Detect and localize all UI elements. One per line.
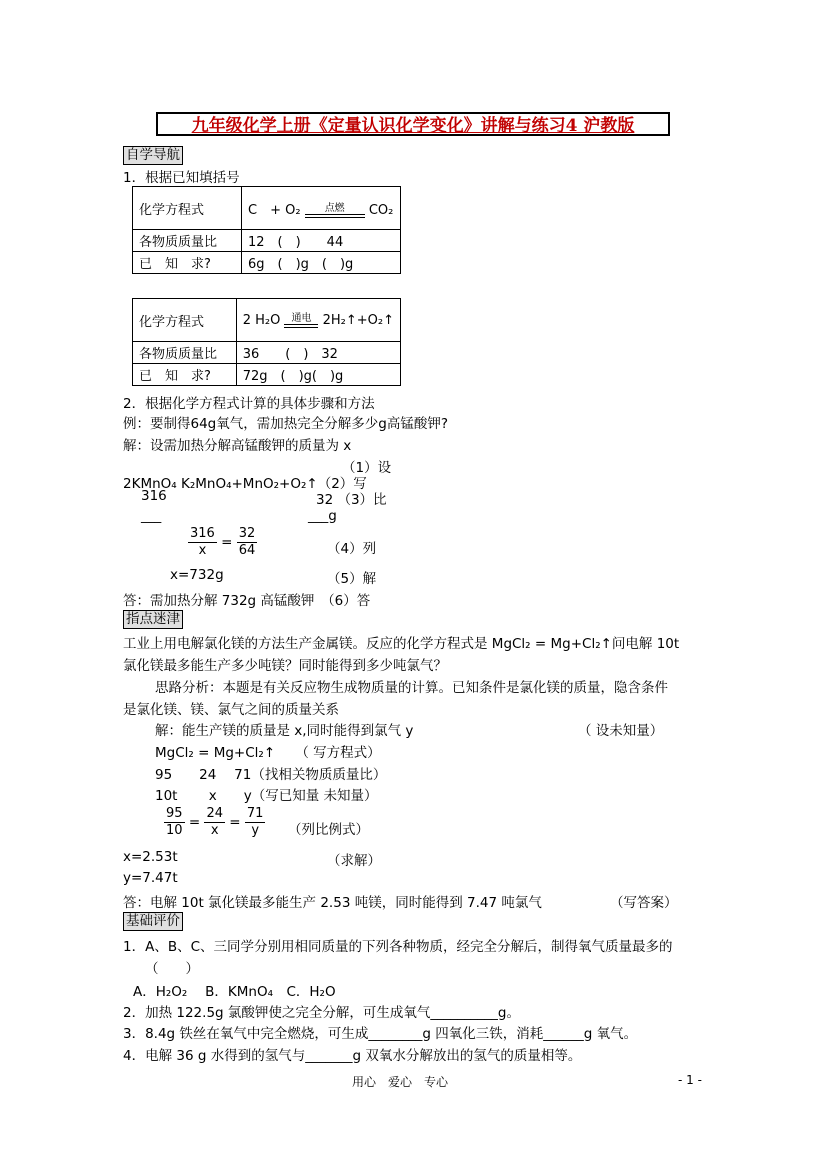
example-frac-left: $\frac{316}{x}$ <box>190 526 215 558</box>
tips-solution-3: 95 24 71（找相关物质质量比） <box>155 767 387 783</box>
tips-solution-1-note: （ 设未知量） <box>578 723 664 739</box>
table1-equation <box>242 187 401 230</box>
section-basic-eval: 基础评价 <box>123 912 183 931</box>
example-mass-right: 32 （3）比 <box>316 492 387 508</box>
tips-analysis-2: 是氯化镁、镁、氯气之间的质量关系 <box>123 702 339 718</box>
table1-condition-arrow <box>305 203 365 218</box>
eval-q2: 2．加热 122.5g 氯酸钾使之完全分解，可生成氧气__________g。 <box>123 1005 520 1021</box>
example-equation: 2KMnO₄ K₂MnO₄+MnO₂+O₂↑（2）写 <box>123 476 367 492</box>
section-self-study: 自学导航 <box>123 146 183 165</box>
page-title: 九年级化学上册《定量认识化学变化》讲解与练习4 沪教版 <box>156 112 670 136</box>
example-known-left: ___ <box>141 508 162 524</box>
tips-proportion: $\frac{95}{10}$ = $\frac{24}{x}$ = $\frac{71}{y}$ <box>166 806 264 838</box>
tips-answer-note: （写答案） <box>610 895 678 911</box>
table2-condition: 通电 <box>291 312 312 324</box>
tips-frac-b: $\frac{24}{x}$ <box>206 806 223 838</box>
tips-solution-4: 10t x y（写已知量 未知量） <box>155 788 378 804</box>
tips-solution-7: y=7.47t <box>123 870 178 886</box>
example-solution: 解：设需加热分解高锰酸钾的质量为 x <box>123 438 352 454</box>
table1-row3-value: 6g ( )g ( )g <box>242 252 401 274</box>
tips-solution-6-note: （求解） <box>327 853 381 869</box>
section-tips: 指点迷津 <box>123 610 183 629</box>
example-known-right: ___g <box>308 508 337 524</box>
tips-solution-6: x=2.53t <box>123 849 178 865</box>
tips-solution-2: MgCl₂ = Mg+Cl₂↑ （ 写方程式） <box>155 745 381 761</box>
eval-q1-options: A．H₂O₂ B．KMnO₄ C．H₂O <box>133 984 336 1000</box>
tips-problem-1: 工业上用电解氯化镁的方法生产金属镁。反应的化学方程式是 MgCl₂ = Mg+Cl₂↑问电解 10t <box>123 636 680 652</box>
example-question: 例：要制得64g氧气，需加热完全分解多少g高锰酸钾? <box>123 416 448 432</box>
example-proportion: $\frac{316}{x}$ = $\frac{32}{64}$ <box>190 526 256 558</box>
footer-page-number: - 1 - <box>678 1073 702 1087</box>
table1-condition: 点燃 <box>324 202 345 214</box>
tips-problem-2: 氯化镁最多能生产多少吨镁？同时能得到多少吨氯气？ <box>123 658 447 674</box>
equation-table-1 <box>132 186 401 274</box>
tips-analysis-1: 思路分析：本题是有关反应物生成物质量的计算。已知条件是氯化镁的质量，隐含条件 <box>155 680 668 696</box>
table2-row1-label: 化学方程式 <box>133 299 237 342</box>
tips-solution-1: 解：能生产镁的质量是 x,同时能得到氯气 y <box>155 723 414 739</box>
footer-center: 用心 爱心 专心 <box>352 1075 449 1089</box>
tips-answer: 答：电解 10t 氯化镁最多能生产 2.53 吨镁，同时能得到 7.47 吨氯气 <box>123 895 542 911</box>
example-frac-right: $\frac{32}{64}$ <box>238 526 256 558</box>
example-result: x=732g <box>170 567 224 583</box>
equation-table-2 <box>132 298 401 386</box>
example-step5: （5）解 <box>327 571 377 587</box>
table2-row3-label: 已 知 求? <box>133 364 237 386</box>
table2-row2-value: 36 ( ) 32 <box>236 342 400 364</box>
tips-frac-a: $\frac{95}{10}$ <box>166 806 183 838</box>
eval-q4: 4．电解 36 g 水得到的氢气与_______g 双氧水分解放出的氢气的质量相等。 <box>123 1048 582 1064</box>
table2-eq-left: 2 H₂O <box>242 312 281 328</box>
example-step4: （4）列 <box>327 541 377 557</box>
table2-row2-label: 各物质质量比 <box>133 342 237 364</box>
table1-row1-label: 化学方程式 <box>133 187 242 230</box>
eval-q3: 3．8.4g 铁丝在氧气中完全燃烧，可生成________g 四氧化三铁，消耗______g 氧气。 <box>123 1026 638 1042</box>
table1-eq-left: C + O₂ <box>248 202 301 218</box>
example-answer: 答：需加热分解 732g 高锰酸钾 （6）答 <box>123 593 371 609</box>
table2-condition-arrow <box>284 313 318 328</box>
table2-equation <box>236 299 400 342</box>
table1-row3-label: 已 知 求? <box>133 252 242 274</box>
tips-frac-c: $\frac{71}{y}$ <box>246 806 264 838</box>
table2-row3-value: 72g ( )g( )g <box>236 364 400 386</box>
eval-q1-paren: （ ） <box>145 961 199 977</box>
table2-eq-right: 2H₂↑+O₂↑ <box>322 312 394 328</box>
table1-row2-value: 12 ( ) 44 <box>242 230 401 252</box>
q1-heading: 1．根据已知填括号 <box>123 170 240 186</box>
tips-solution-5-note: （列比例式） <box>288 822 369 838</box>
table1-eq-right: CO₂ <box>368 202 394 218</box>
eval-q1: 1．A、B、C、三同学分别用相同质量的下列各种物质，经完全分解后，制得氧气质量最多的 <box>123 939 673 955</box>
table1-row2-label: 各物质质量比 <box>133 230 242 252</box>
example-mass-left: 316 <box>141 488 167 504</box>
q2-heading: 2．根据化学方程式计算的具体步骤和方法 <box>123 396 375 412</box>
example-step1: （1）设 <box>342 460 392 476</box>
